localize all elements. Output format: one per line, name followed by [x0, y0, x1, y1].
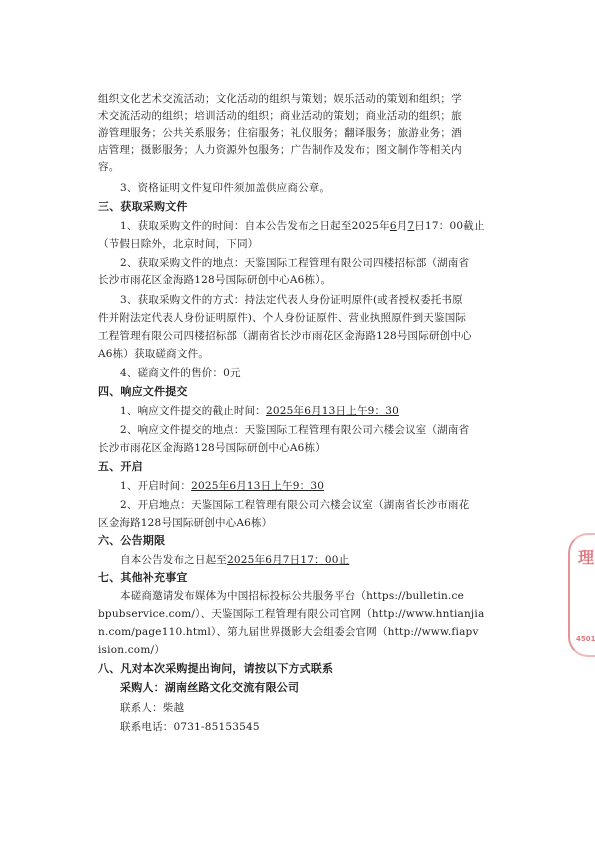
phone-line: 联系电话：0731-85153545 — [120, 721, 260, 733]
section-heading: 三、获取采购文件 — [98, 200, 188, 213]
contact-line: 联系人：柴越 — [120, 702, 185, 714]
s5-line: 2、开启地点：天鉴国际工程管理有限公司六楼会议室（湖南省长沙市雨花 — [120, 499, 470, 511]
s6-date: 2025年6月7日17：00止 — [227, 554, 350, 566]
section-heading: 七、其他补充事宜 — [98, 571, 188, 584]
s3-month: 6 — [389, 220, 397, 232]
s3-text: 1、获取采购文件的时间：自本公告发布之日起至2025年 — [120, 220, 390, 232]
s3-line — [120, 219, 485, 233]
s3-day: 7 — [407, 220, 415, 232]
s4-line: 长沙市雨花区金海路128号国际研创中心A6栋） — [98, 442, 326, 454]
section-heading: 四、响应文件提交 — [98, 385, 188, 398]
body-line: 店管理；摄影服务；人力资源外包服务；广告制作及发布；图文制作等相关内 — [98, 144, 462, 156]
s5-line: 区金海路128号国际研创中心A6栋） — [98, 517, 273, 529]
s3-line: 件并附法定代表人身份证明原件)、个人身份证原件、营业执照原件到天鉴国际 — [98, 312, 467, 324]
s7-line: bpubservice.com/）、天鉴国际工程管理有限公司官网（http://www.hntianjia — [98, 608, 485, 620]
s5-text: 1、开启时间： — [120, 480, 192, 492]
s3-line: A6栋）获取磋商文件。 — [98, 348, 209, 360]
body-line: 3、资格证明文件复印件须加盖供应商公章。 — [120, 182, 331, 194]
s4-text: 1、响应文件提交的截止时间： — [120, 405, 266, 417]
seal-char: 理 — [578, 548, 595, 567]
section-heading: 八、凡对本次采购提出询问，请按以下方式联系 — [98, 662, 334, 675]
section-heading: 六、公告期限 — [98, 534, 166, 547]
buyer-line: 采购人：湖南丝路文化交流有限公司 — [120, 681, 300, 694]
s4-deadline: 2025年6月13日上午9：30 — [265, 405, 399, 417]
s3-line: （节假日除外，北京时间，下同） — [98, 238, 259, 250]
s3-line: 长沙市雨花区金海路128号国际研创中心A6栋）。 — [98, 274, 332, 286]
s5-date: 2025年6月13日上午9：30 — [191, 480, 325, 492]
seal-number: 4501 — [576, 635, 595, 643]
s7-line: 本磋商邀请发布媒体为中国招标投标公共服务平台（https://bulletin.ce — [120, 590, 465, 602]
s5-line — [120, 479, 324, 493]
s3-text: 月 — [396, 220, 408, 232]
section-heading: 五、开启 — [98, 460, 143, 473]
s6-line — [120, 553, 349, 567]
stamp-seal — [568, 533, 595, 657]
s7-line: ision.com/） — [98, 644, 165, 656]
s7-line: n.com/page110.html）、第九届世界摄影大会组委会官网（http://www.fiapv — [98, 626, 479, 638]
s6-text: 自本公告发布之日起至 — [120, 554, 227, 566]
s3-text: 日17：00截止 — [414, 220, 485, 232]
body-line: 组织文化艺术交流活动；文化活动的组织与策划；娱乐活动的策划和组织；学 — [98, 93, 462, 105]
s3-line: 2、获取采购文件的地点：天鉴国际工程管理有限公司四楼招标部（湖南省 — [120, 257, 470, 269]
s3-line: 工程管理有限公司四楼招标部（湖南省长沙市雨花区金海路128号国际研创中心 — [98, 330, 472, 342]
body-line: 容。 — [98, 161, 120, 173]
s4-line: 2、响应文件提交的地点：天鉴国际工程管理有限公司六楼会议室（湖南省 — [120, 424, 470, 436]
s3-line: 4、磋商文件的售价：0元 — [120, 367, 241, 379]
body-line: 游管理服务；公共关系服务；住宿服务；礼仪服务；翻译服务；旅游业务；酒 — [98, 127, 462, 139]
body-line: 术交流活动的组织；培训活动的组织；商业活动的策划；商业活动的组织；旅 — [98, 110, 462, 122]
s4-line — [120, 404, 399, 418]
s3-line: 3、获取采购文件的方式：持法定代表人身份证明原件(或者授权委托书原 — [120, 294, 463, 306]
